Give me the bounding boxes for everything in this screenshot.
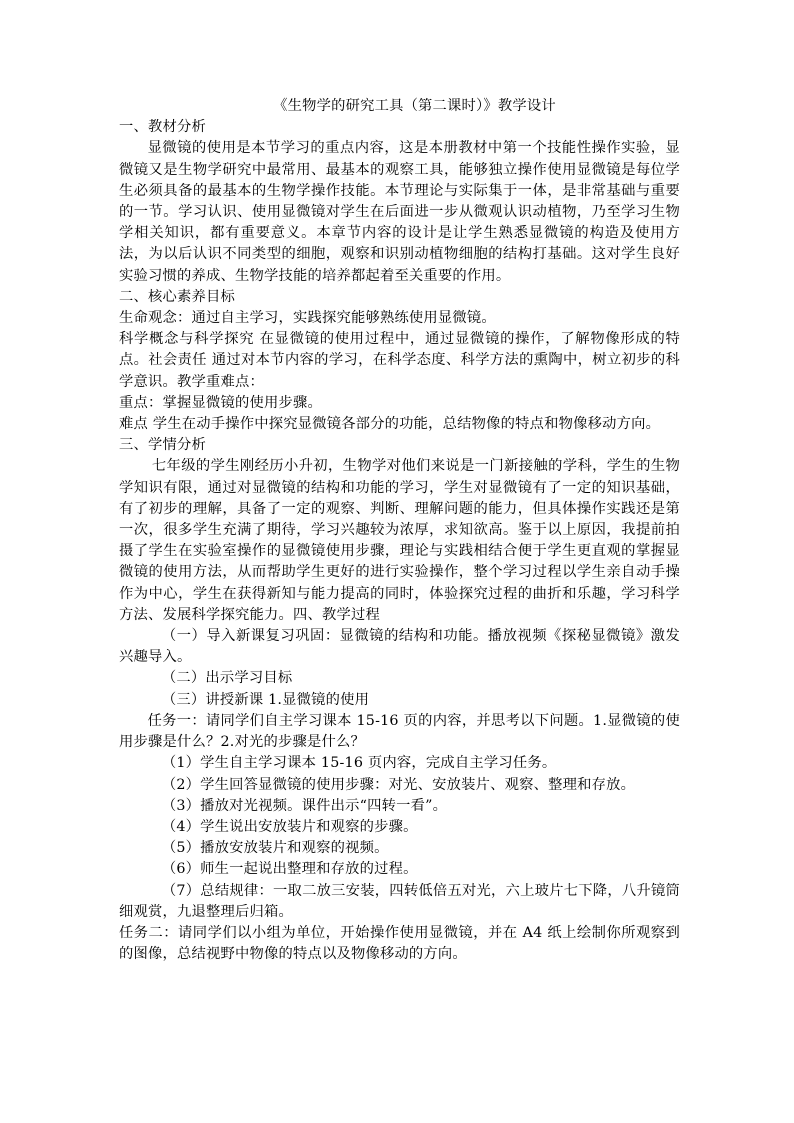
task-item-5: （5）播放安放装片和观察的视频。 <box>161 840 389 857</box>
task-two: 任务二：请同学们以小组为单位，开始操作使用显微镜，并在 A4 纸上绘制你所观察到的图像，总结视野中物像的特点以及物像移动的方向。 <box>119 924 680 963</box>
document-title: 《生物学的研究工具（第二课时）》教学设计 <box>273 98 556 114</box>
task-item-7: （7）总结规律：一取二放三安装，四转低倍五对光，六上玻片七下降，八升镜筒细观赏，九退整理后归箱。 <box>119 882 680 920</box>
heading-student-analysis: 三、学情分析 <box>119 437 206 454</box>
paragraph-student-analysis: 七年级的学生刚经历小升初，生物学对他们来说是一门新接触的学科，学生的生物学知识有限，通过对显微镜的结构和功能的学习，学生对显微镜有了一定的知识基础，有了初步的理解，具备了一定的观察、判断、理解问题的能力，但具体操作实践还是第一次，很多学生充满了期待，学习兴趣较为浓厚，求知欲高。鉴于以上原因，我提前拍摄了学生在实验室操作的显微镜使用步骤，理论与实践相结合便于学生更直观的掌握显微镜的使用方法，从而帮助学生更好的进行实验操作，整个学习过程以学生亲自动手操作为中心，学生在获得新知与能力提高的同时，体验探究过程的曲折和乐趣，学习科学方法、发展科学探究能力。四、教学过程 <box>119 458 680 623</box>
paragraph-difficulty: 难点 学生在动手操作中探究显微镜各部分的功能，总结物像的特点和物像移动方向。 <box>119 416 661 433</box>
heading-textbook-analysis: 一、教材分析 <box>119 119 206 136</box>
paragraph-textbook-analysis: 显微镜的使用是本节学习的重点内容，这是本册教材中第一个技能性操作实验，显微镜又是生物学研究中最常用、最基本的观察工具，能够独立操作使用显微镜是每位学生必须具备的最基本的生物学操作技能。本节理论与实际集于一体，是非常基础与重要的一节。学习认识、使用显微镜对学生在后面进一步从微观认识动植物，乃至学习生物学相关知识，都有重要意义。本章节内容的设计是让学生熟悉显微镜的构造及使用方法，为以后认识不同类型的细胞，观察和识别动植物细胞的结构打基础。这对学生良好实验习惯的养成、生物学技能的培养都起着至关重要的作用。 <box>119 140 680 284</box>
paragraph-life-concept: 生命观念：通过自主学习，实践探究能够熟练使用显微镜。 <box>119 310 496 327</box>
step-goals: （二）出示学习目标 <box>161 670 293 687</box>
task-item-3: （3）播放对光视频。课件出示“四转一看”。 <box>161 797 448 814</box>
paragraph-science-concept: 科学概念与科学探究 在显微镜的使用过程中，通过显微镜的操作，了解物像形成的特点。社会责任 通过对本节内容的学习，在科学态度、科学方法的熏陶中，树立初步的科学意识。教学重难点： <box>119 331 680 390</box>
task-item-6: （6）师生一起说出整理和存放的过程。 <box>161 861 418 878</box>
document-page <box>119 96 680 965</box>
paragraph-key-point: 重点：掌握显微镜的使用步骤。 <box>119 394 322 411</box>
heading-core-goals: 二、核心素养目标 <box>119 288 235 305</box>
task-item-4: （4）学生说出安放装片和观察的步骤。 <box>161 818 418 835</box>
step-intro: （一）导入新课复习巩固：显微镜的结构和功能。播放视频《探秘显微镜》激发兴趣导入。 <box>119 628 680 666</box>
task-one: 任务一：请同学们自主学习课本 15-16 页的内容，并思考以下问题。1.显微镜的使用步骤是什么？2.对光的步骤是什么？ <box>119 712 680 751</box>
task-item-1: （1）学生自主学习课本 15-16 页内容，完成自主学习任务。 <box>161 755 557 772</box>
step-new-lesson: （三）讲授新课 1.显微镜的使用 <box>161 691 370 708</box>
task-item-2: （2）学生回答显微镜的使用步骤：对光、安放装片、观察、整理和存放。 <box>161 776 636 793</box>
